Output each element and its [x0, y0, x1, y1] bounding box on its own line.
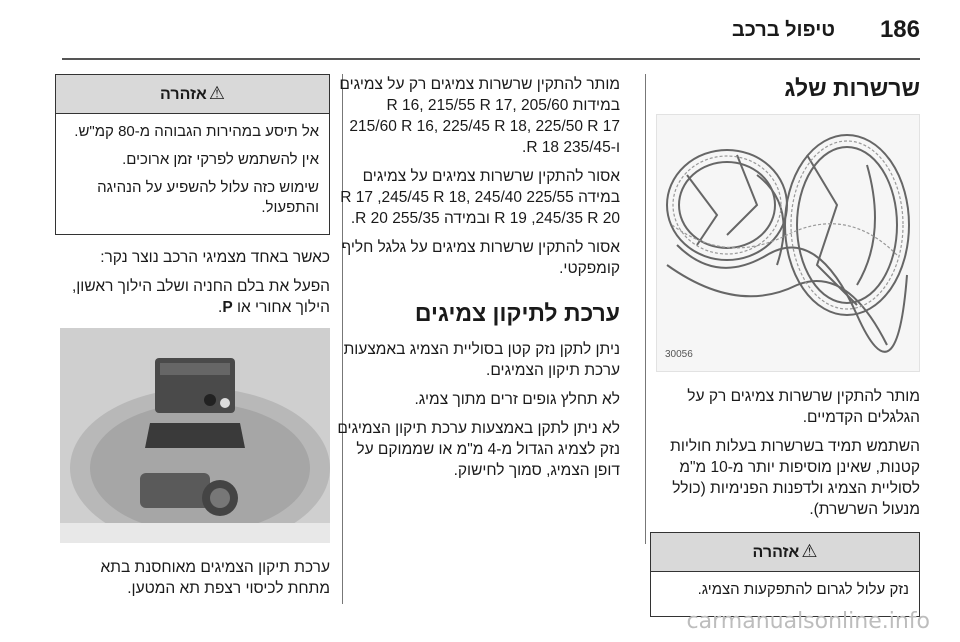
column-divider [645, 74, 646, 544]
warning-box [55, 74, 330, 235]
paragraph: מותר להתקין שרשרות צמיגים רק על צמיגים במידות 205/60 R 16, 215/55 R 17, 215/60 R 16, 225/45 R 18, 225/50 R 17 ו-235/45 R 18. [339, 76, 620, 156]
page-header [0, 0, 960, 62]
header-divider [62, 58, 920, 60]
snow-chains-heading: שרשרות שלג [784, 75, 920, 101]
paragraph: לא ניתן לתקן באמצעות ערכת תיקון הצמיגים נזק לצמיג הגדול מ-4 מ"מ או שממוקם על דופן הצמיג, סמוך לחישוק. [337, 420, 620, 479]
paragraph: אסור להתקין שרשרות צמיגים על צמיגים במידה 225/55 R 17 ,245/45 R 18, 245/40 R 19 ,245/35 R 20 ובמידה 255/35 R 20. [340, 168, 620, 227]
warning-triangle-icon: ⚠ [208, 83, 225, 103]
warning-title [56, 75, 329, 114]
paragraph: השתמש תמיד בשרשרות בעלות חוליות קטנות, שאינן מוסיפות יותר מ-10 מ"מ לסוליית הצמיג ולדפנות הפנימיות (כולל מנעול השרשרת). [670, 438, 920, 518]
paragraph: כאשר באחד מצמיגי הרכב נוצר נקר: [100, 249, 330, 266]
warning-title-text: אזהרה [160, 86, 207, 103]
repair-kit-heading: ערכת לתיקון צמיגים [414, 300, 620, 326]
repair-kit-photo [60, 328, 330, 543]
snow-chains-section [650, 74, 920, 629]
tyre-info-section [335, 74, 620, 489]
snow-chain-drawing [657, 115, 919, 371]
section-title: טיפול ברכב [731, 19, 835, 41]
gear-p-label: P [222, 299, 233, 316]
warning-triangle-icon: ⚠ [801, 541, 818, 561]
snow-chains-illustration [656, 114, 920, 372]
paragraph: ניתן לתקן נזק קטן בסוליית הצמיג באמצעות ערכת תיקון הצמיגים. [343, 341, 620, 379]
paragraph: אסור להתקין שרשרות צמיגים על גלגל חליף קומפקטי. [341, 239, 620, 277]
warning-title-text: אזהרה [752, 544, 800, 561]
repair-kit-section [55, 74, 330, 607]
image-code: 30056 [665, 349, 693, 360]
warning-body [56, 114, 329, 234]
warning-text: אין להשתמש לפרקי זמן ארוכים. [122, 151, 319, 168]
page-number: 186 [879, 16, 920, 43]
paragraph: הפעל את בלם החניה ושלב הילוך ראשון, הילוך אחורי או P. [71, 278, 330, 316]
photo-caption: ערכת תיקון הצמיגים מאוחסנת בתא מתחת לכיסוי רצפת תא המטען. [100, 559, 330, 597]
paragraph: מותר להתקין שרשרות צמיגים רק על הגלגלים הקדמיים. [687, 388, 920, 426]
warning-box [650, 532, 920, 617]
warning-text: אל תיסע במהירות הגבוהה מ-80 קמ"ש. [74, 123, 319, 140]
trunk-photo [60, 328, 330, 543]
warning-title [651, 533, 919, 572]
watermark: carmanualsonline.info [686, 609, 930, 634]
paragraph-text: הפעל את בלם החניה ושלב הילוך ראשון, הילוך אחורי או [71, 278, 330, 316]
paragraph: לא תחלץ גופים זרים מתוך צמיג. [414, 391, 620, 408]
warning-text: נזק עלול לגרום להתפקעות הצמיג. [697, 581, 909, 598]
warning-text: שימוש כזה עלול להשפיע על הנהיגה והתפעול. [97, 179, 319, 216]
